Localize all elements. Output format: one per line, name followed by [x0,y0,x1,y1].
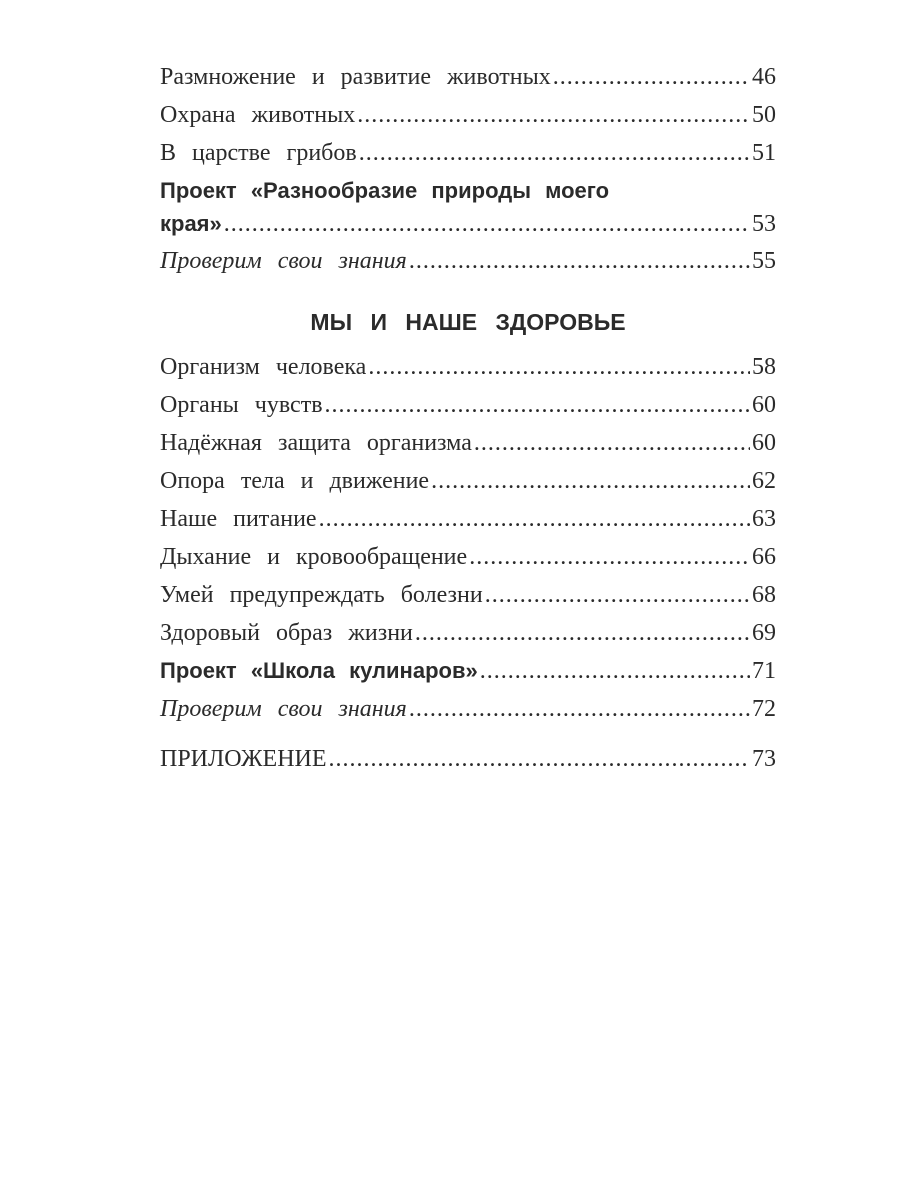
toc-entry-title: Умей предупреждать болезни [160,582,483,608]
toc-entry-page: 55 [752,248,776,274]
toc-entry-page: 62 [752,468,776,494]
dot-leader [480,652,750,690]
dot-leader [319,500,750,538]
toc-entry-title: Проверим свои знания [160,696,407,722]
toc-entry-title: Размножение и развитие животных [160,64,551,90]
toc-entry-nutrition[interactable] [160,500,776,538]
toc-entry-animal-protection[interactable] [160,96,776,134]
toc-entry-title: Проверим свои знания [160,248,407,274]
toc-entry-title: Органы чувств [160,392,323,418]
dot-leader [553,58,750,96]
dot-leader [485,576,750,614]
toc-entry-senses[interactable] [160,386,776,424]
toc-entry-title: Наше питание [160,506,317,532]
dot-leader [409,690,750,728]
toc-entry-prevent-disease[interactable] [160,576,776,614]
toc-entry-title: Охрана животных [160,102,356,128]
toc-entry-title: Опора тела и движение [160,468,430,494]
toc-entry-breathing[interactable] [160,538,776,576]
toc-entry-page: 51 [752,140,776,166]
toc-entry-project-nature[interactable] [160,206,776,242]
dot-leader [415,614,750,652]
toc-entry-page: 46 [752,64,776,90]
dot-leader [224,206,750,242]
toc-entry-project-cooking[interactable] [160,652,776,690]
toc-entry-protection[interactable] [160,424,776,462]
dot-leader [431,462,750,500]
toc-entry-title: Проект «Школа кулинаров» [160,658,478,683]
toc-entry-title: В царстве грибов [160,140,357,166]
dot-leader [469,538,750,576]
toc-entry-page: 69 [752,620,776,646]
dot-leader [325,386,750,424]
toc-entry-page: 72 [752,696,776,722]
toc-entry-healthy-lifestyle[interactable] [160,614,776,652]
toc-entry-title: Надёжная защита организма [160,430,472,456]
toc-entry-page: 63 [752,506,776,532]
toc-entry-page: 53 [752,211,776,237]
toc-entry-title: Организм человека [160,354,367,380]
toc-entry-title: ПРИЛОЖЕНИЕ [160,746,327,772]
toc-project-title-line2: края» [160,211,222,236]
toc-entry-title: Здоровый образ жизни [160,620,413,646]
toc-project-title-line1[interactable]: Проект «Разнообразие природы моего [160,178,610,203]
toc-entry-reproduction[interactable] [160,58,776,96]
section-heading-health: МЫ И НАШЕ ЗДОРОВЬЕ [310,309,626,335]
dot-leader [409,242,750,280]
toc-entry-support-movement[interactable] [160,462,776,500]
toc-entry-page: 50 [752,102,776,128]
toc-entry-page: 60 [752,392,776,418]
toc-entry-review-1[interactable] [160,242,776,280]
toc-entry-page: 71 [752,658,776,684]
toc-entry-page: 73 [752,746,776,772]
toc-entry-review-2[interactable] [160,690,776,728]
toc-entry-page: 60 [752,430,776,456]
toc-entry-page: 68 [752,582,776,608]
dot-leader [359,134,750,172]
dot-leader [368,348,750,386]
dot-leader [357,96,750,134]
dot-leader [329,740,750,778]
toc-entry-page: 58 [752,354,776,380]
table-of-contents [160,58,776,778]
toc-entry-page: 66 [752,544,776,570]
dot-leader [474,424,750,462]
toc-entry-fungi[interactable] [160,134,776,172]
toc-entry-human-body[interactable] [160,348,776,386]
toc-entry-title: Дыхание и кровообращение [160,544,468,570]
toc-entry-appendix[interactable] [160,740,776,778]
